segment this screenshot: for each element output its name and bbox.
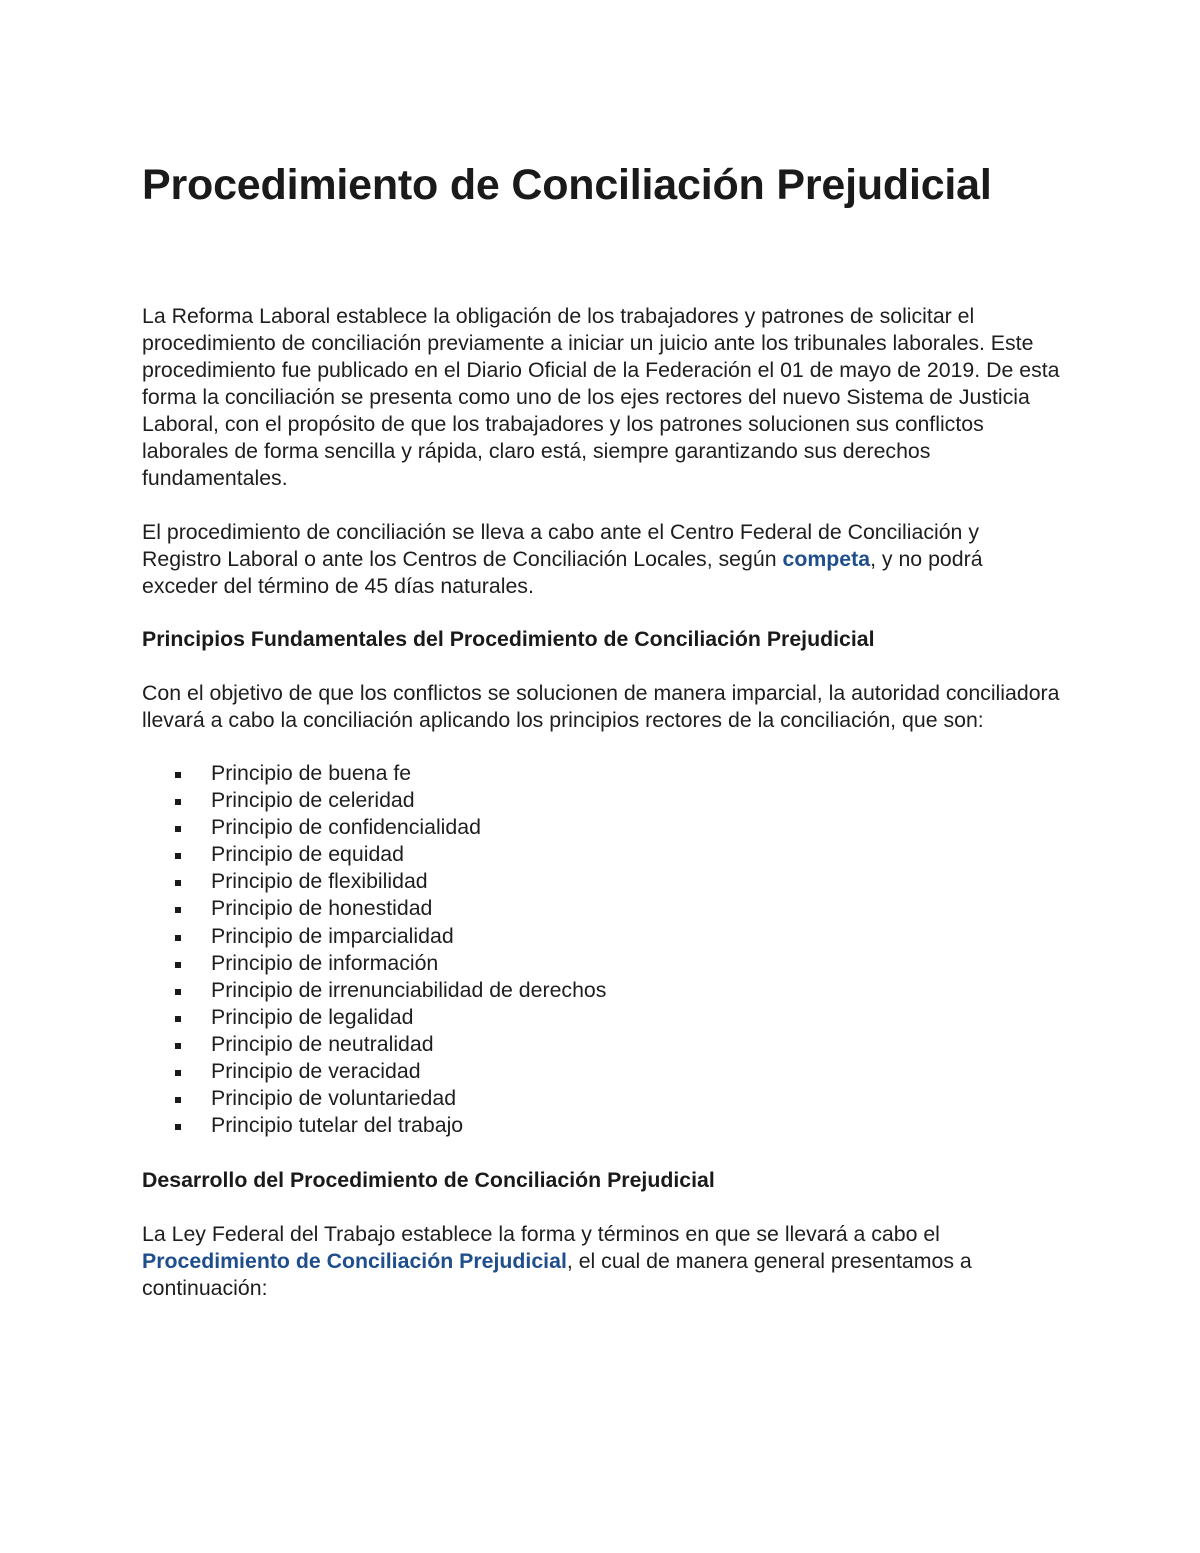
list-item [175,977,1062,1004]
intro-paragraph: La Reforma Laboral establece la obligación de los trabajadores y patrones de solicitar el procedimiento de conciliación previamente a iniciar un juicio ante los tribunales laborales. Este procedimiento fue publicado en el Diario Oficial de la Federación el 01 de mayo de 2019. De esta forma la conciliación se presenta como uno de los ejes rectores del nuevo Sistema de Justicia Laboral, con el propósito de que los trabajadores y los patrones solucionen sus conflictos laborales de forma sencilla y rápida, claro está, siempre garantizando sus derechos fundamentales. [142,304,1060,490]
list-item [175,814,1062,841]
list-item [175,868,1062,895]
list-item [175,1112,1062,1139]
list-item-label: Principio de imparcialidad [211,923,454,948]
development-paragraph [142,1221,1062,1302]
list-item-label: Principio de confidencialidad [211,815,481,840]
list-item-label: Principio de veracidad [211,1059,421,1084]
procedure-link[interactable]: Procedimiento de Conciliación Prejudicial [142,1249,567,1274]
procedure-text-after: , y no podrá exceder del término de 45 días naturales. [142,547,983,598]
list-item [175,1004,1062,1031]
list-item-label: Principio de honestidad [211,896,433,921]
competa-link[interactable]: competa [782,547,871,571]
square-bullet-icon [175,853,181,859]
list-item [175,1031,1062,1058]
development-text-after: , el cual de manera general presentamos a continuación: [142,1249,972,1301]
square-bullet-icon [175,989,181,995]
square-bullet-icon [175,1097,181,1103]
list-item-label: Principio de celeridad [211,788,415,813]
list-item-label: Principio tutelar del trabajo [211,1113,464,1138]
list-item [175,950,1062,977]
list-item [175,1058,1062,1085]
list-item [175,923,1062,950]
square-bullet-icon [175,1016,181,1022]
procedure-paragraph [142,519,1062,600]
procedure-text-before: El procedimiento de conciliación se lleva a cabo ante el Centro Federal de Conciliación y Registro Laboral o ante los Centros de Conciliación Locales, según [142,520,979,571]
list-item [175,895,1062,922]
list-item-label: Principio de equidad [211,842,404,867]
list-item [175,787,1062,814]
principles-intro-paragraph: Con el objetivo de que los conflictos se solucionen de manera imparcial, la autoridad conciliadora llevará a cabo la conciliación aplicando los principios rectores de la conciliación, que son: [142,681,1060,732]
list-item-label: Principio de flexibilidad [211,869,428,894]
square-bullet-icon [175,1043,181,1049]
list-item [175,760,1062,787]
development-text-before: La Ley Federal del Trabajo establece la forma y términos en que se llevará a cabo el [142,1222,940,1247]
square-bullet-icon [175,962,181,968]
square-bullet-icon [175,880,181,886]
square-bullet-icon [175,907,181,913]
document-page [142,158,1062,1302]
list-item-label: Principio de buena fe [211,761,412,785]
square-bullet-icon [175,935,181,941]
square-bullet-icon [175,1070,181,1076]
square-bullet-icon [175,1124,181,1130]
list-item-label: Principio de información [211,950,439,975]
list-item-label: Principio de voluntariedad [211,1086,457,1111]
list-item [175,841,1062,868]
development-heading: Desarrollo del Procedimiento de Conciliación Prejudicial [142,1168,715,1193]
list-item-label: Principio de irrenunciabilidad de derechos [211,977,607,1002]
square-bullet-icon [175,799,181,805]
list-item [175,1085,1062,1112]
principles-list [142,760,1062,1139]
principles-heading: Principios Fundamentales del Procedimiento de Conciliación Prejudicial [142,627,875,651]
list-item-label: Principio de neutralidad [211,1031,434,1056]
document-title: Procedimiento de Conciliación Prejudicial [142,161,992,209]
list-item-label: Principio de legalidad [211,1004,414,1029]
square-bullet-icon [175,772,181,778]
square-bullet-icon [175,826,181,832]
